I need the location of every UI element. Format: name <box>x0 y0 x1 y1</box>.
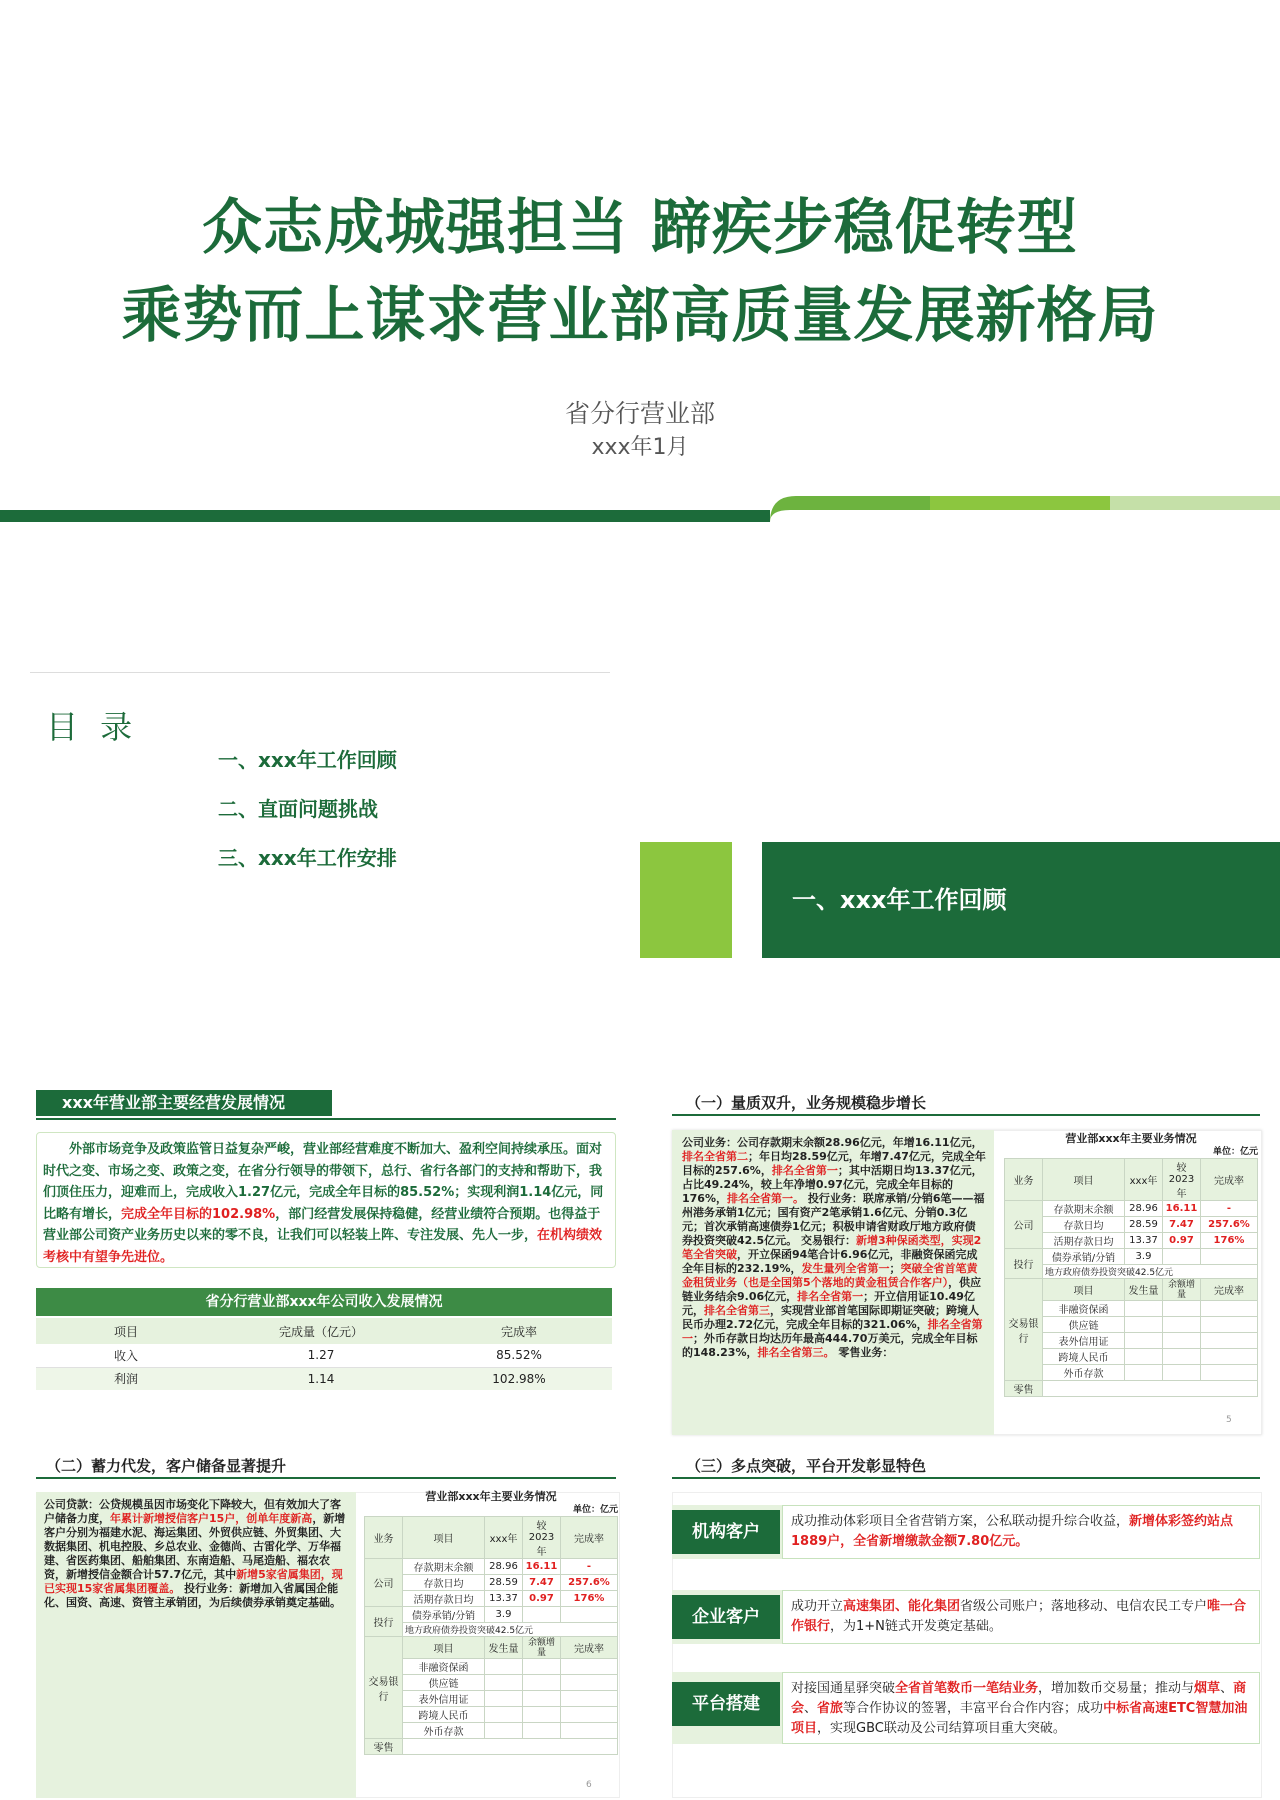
slide3-table <box>36 1318 612 1390</box>
toc-heading: 目 录 <box>46 708 139 746</box>
table-row: 存款日均 28.59 7.47 257.6% <box>365 1575 618 1591</box>
highlight-text: 新增3种保函类型，实现2笔全省突破 <box>682 1234 982 1261</box>
slide5-page-number: 6 <box>586 1780 592 1790</box>
slide4-text <box>672 1130 994 1435</box>
highlight-text: 排名全省第一 <box>797 1290 864 1303</box>
slide5-business-table <box>364 1490 618 1755</box>
body-text: ；外币存款日均达历年最高444.70万美元，完成全年目标的148.23%， <box>682 1332 978 1359</box>
table-row: 非融资保函 <box>365 1659 618 1675</box>
tag-platform: 平台搭建 <box>672 1682 780 1726</box>
table-row: 收入 1.27 85.52% <box>36 1344 612 1367</box>
body-text: ； <box>889 1262 901 1275</box>
row-enterprise-text <box>782 1590 1260 1644</box>
table-row: 公司 存款期末余额 28.96 16.11 - <box>365 1559 618 1575</box>
slide6-rule <box>672 1477 1260 1479</box>
table-subheader-row: 交易银行 项目 发生量 余额增量 完成率 <box>365 1637 618 1659</box>
toc-accent-block <box>640 842 732 958</box>
biz-table <box>1004 1158 1258 1397</box>
table-row: 表外信用证 <box>365 1691 618 1707</box>
biz-table-title: 营业部xxx年主要业务情况 <box>425 1490 557 1503</box>
body-text: 、 <box>1220 1681 1234 1696</box>
table-row: 活期存款日均 13.37 0.97 176% <box>365 1591 618 1607</box>
highlight-text: 唯一合作银行 <box>791 1599 1247 1634</box>
body-text: 、 <box>804 1701 818 1716</box>
table-row: 地方政府债券投资突破42.5亿元 <box>1005 1265 1258 1279</box>
table-row: 表外信用证 <box>1005 1333 1258 1349</box>
slide3-summary: 外部市场竞争及政策监管日益复杂严峻，营业部经营难度不断加大、盈利空间持续承压。面对时代之变、市场之变、政策之变，在省分行领导的带领下，总行、省行各部门的支持和帮助下，我们顶住压力，迎难而上，完成收入1.27亿元，完成全年目标的85.52%；实现利润1.14亿元，同比略有增长，完成全年目标的102.98%，部门经营发展保持稳健，经营业绩符合预期。也得益于营业部公司资产业务历史以来的零不良，让我们可以轻装上阵、专注发展、先人一步，在机构绩效考核中有望争先进位。 <box>36 1132 616 1268</box>
highlight-text: 排名全省第三。 <box>757 1346 835 1359</box>
slide4-rule <box>672 1114 1260 1116</box>
body-text: ；其中活期日均13.37亿元，占比49.24%，较上年净增0.97亿元，完成全年目标的176%， <box>682 1164 983 1205</box>
body-text: ，新增客户分别为福建水泥、海运集团、外贸供应链、外贸集团、大数据集团、机电控股、乡总农业、金德尚、古雷化学、万华福建、省医药集团、船舶集团、东南造船、马尾造船、福农农资，新增授信金额合计57.7亿元，其中 <box>44 1512 346 1581</box>
table-header-row: 业务 项目 xxx年 较2023年 完成率 <box>365 1517 618 1559</box>
body-text: 成功开立 <box>791 1599 844 1614</box>
highlight-text: 发生量列全省第一 <box>801 1262 890 1275</box>
toc-item[interactable]: 二、直面问题挑战 <box>218 797 378 821</box>
row-platform-text <box>782 1672 1260 1744</box>
cover-title-line1: 众志成城强担当 蹄疾步稳促转型 <box>202 193 1078 263</box>
table-subheader-row: 交易银行 项目 发生量 余额增量 完成率 <box>1005 1279 1258 1301</box>
body-text: ，供应链业务结余9.06亿元， <box>682 1276 982 1303</box>
slide5-rule <box>36 1477 616 1479</box>
highlight-text: 年累计新增授信客户15户，创单年度新高 <box>110 1512 313 1525</box>
slide4-page-number: 5 <box>1226 1415 1232 1425</box>
body-text: 公司业务：公司存款期末余额28.96亿元，年增16.11亿元， <box>682 1136 983 1149</box>
body-text: 零售业务： <box>834 1346 894 1359</box>
cover-title-line2: 乘势而上谋求营业部高质量发展新格局 <box>121 281 1159 351</box>
toc-item[interactable]: 一、xxx年工作回顾 <box>218 748 397 772</box>
cover-org: 省分行营业部 <box>564 399 715 428</box>
table-header-row: 项目 完成量（亿元） 完成率 <box>36 1318 612 1344</box>
table-row: 投行 债券承销/分销 3.9 <box>1005 1249 1258 1265</box>
highlight-text: 排名全省第三 <box>704 1304 770 1317</box>
highlight-text: 突破全省首笔黄金租赁业务（也是全国第5个落地的黄金租赁合作客户） <box>682 1262 978 1289</box>
toc-list <box>218 736 397 883</box>
table-row: 零售 <box>365 1739 618 1755</box>
row-institution-text <box>782 1505 1260 1559</box>
table-row: 活期存款日均 13.37 0.97 176% <box>1005 1233 1258 1249</box>
body-text: 省级公司账户；落地移动、电信农民工专户 <box>960 1599 1208 1614</box>
highlight-text: 中标省高速ETC智慧加油项目 <box>791 1701 1248 1736</box>
body-text: 对接国通星驿突破 <box>791 1681 896 1696</box>
highlight-text: 全省首笔数币一笔结业务 <box>895 1681 1039 1696</box>
body-text: 等合作协议的签署，丰富平台合作内容；成功 <box>843 1701 1104 1716</box>
highlight-text: 排名全省第二 <box>682 1150 748 1163</box>
highlight-text: 新增体彩签约站点1889户，全省新增缴款金额7.80亿元。 <box>791 1514 1234 1549</box>
toc-item[interactable]: 三、xxx年工作安排 <box>218 846 397 870</box>
slide6-title: （三）多点突破，平台开发彰显特色 <box>686 1457 927 1475</box>
body-text: 成功推动体彩项目全省营销方案，公私联动提升综合收益， <box>791 1514 1130 1529</box>
biz-table-unit: 单位：亿元 <box>1212 1147 1258 1157</box>
table-row: 利润 1.14 102.98% <box>36 1367 612 1390</box>
table-header-row: 业务 项目 xxx年 较2023年 完成率 <box>1005 1159 1258 1201</box>
body-text: ；年日均28.59亿元，年增7.47亿元，完成全年目标的257.6%， <box>682 1150 986 1177</box>
slide3-title: xxx年营业部主要经营发展情况 <box>36 1090 332 1116</box>
body-text: 公司贷款：公贷规模虽因市场变化下降较大，但有效加大了客户储备力度， <box>44 1498 341 1525</box>
tag-institution: 机构客户 <box>672 1510 780 1554</box>
body-text: 投行业务：联席承销/分销6笔——福州港务承销1亿元；国有资产2笔承销1.6亿元、分销0.3亿元；首次承销高速债券1亿元；积极申请省财政厅地方政府债券投资突破42.5亿元。 交易银行： <box>682 1192 985 1247</box>
table-row: 存款日均 28.59 7.47 257.6% <box>1005 1217 1258 1233</box>
body-text: ；开立信用证10.49亿元， <box>682 1290 975 1317</box>
slide3-table-title: 省分行营业部xxx年公司收入发展情况 <box>36 1288 612 1316</box>
table-row: 非融资保函 <box>1005 1301 1258 1317</box>
table-row: 供应链 <box>1005 1317 1258 1333</box>
biz-table-unit: 单位：亿元 <box>572 1505 618 1515</box>
highlight-text: 排名全省第一 <box>682 1318 983 1345</box>
highlight-text: 排名全省第一。 <box>726 1192 804 1205</box>
slide5-text <box>36 1492 356 1798</box>
table-row: 供应链 <box>365 1675 618 1691</box>
toc-divider <box>30 672 610 673</box>
biz-table <box>364 1516 618 1755</box>
slide5-title: （二）蓄力代发，客户储备显著提升 <box>46 1457 287 1475</box>
table-row: 零售 <box>1005 1381 1258 1397</box>
body-text: ，增加数币交易量；推动与 <box>1038 1681 1195 1696</box>
highlight-text: 高速集团、能化集团 <box>843 1599 961 1614</box>
cover-green-band <box>0 492 1280 526</box>
body-text: ，实现GBC联动及公司结算项目重大突破。 <box>817 1721 1066 1736</box>
table-row: 外币存款 <box>1005 1365 1258 1381</box>
body-text: ，开立保函94笔合计6.96亿元，非融资保函完成全年目标的232.19%， <box>682 1248 978 1275</box>
tag-enterprise: 企业客户 <box>672 1595 780 1639</box>
table-row: 地方政府债券投资突破42.5亿元 <box>365 1623 618 1637</box>
body-text: ，为1+N链式开发奠定基础。 <box>830 1619 1002 1634</box>
table-row: 投行 债券承销/分销 3.9 <box>365 1607 618 1623</box>
biz-table-title: 营业部xxx年主要业务情况 <box>1065 1132 1197 1145</box>
highlight-text: 商会 <box>791 1681 1247 1716</box>
body-text: 投行业务：新增加入省属国企能化、国资、高速、资管主承销团，为后续债券承销奠定基础。 <box>44 1582 341 1609</box>
table-row: 公司 存款期末余额 28.96 16.11 - <box>1005 1201 1258 1217</box>
slide4-title: （一）量质双升，业务规模稳步增长 <box>686 1094 927 1112</box>
slide4-business-table <box>1004 1132 1258 1397</box>
highlight-text: 排名全省第一 <box>771 1164 838 1177</box>
toc-section-banner: 一、xxx年工作回顾 <box>762 842 1280 958</box>
cover-date: xxx年1月 <box>591 435 689 460</box>
highlight-text: 省旅 <box>817 1701 844 1716</box>
table-row: 跨境人民币 <box>1005 1349 1258 1365</box>
highlight-text: 烟草 <box>1194 1681 1221 1696</box>
slide3-rule <box>36 1118 616 1120</box>
table-row: 外币存款 <box>365 1723 618 1739</box>
table-row: 跨境人民币 <box>365 1707 618 1723</box>
highlight-text: 新增5家省属集团，现已实现15家省属集团覆盖。 <box>44 1568 343 1595</box>
body-text: ，实现营业部首笔国际即期证突破；跨境人民币办理2.72亿元，完成全年目标的321.06%， <box>682 1304 979 1331</box>
